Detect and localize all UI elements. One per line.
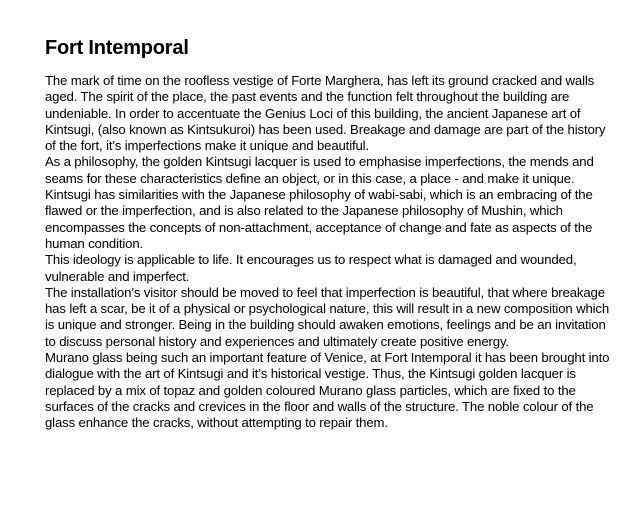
document-title: Fort Intemporal	[45, 37, 189, 59]
document-page	[45, 36, 613, 432]
paragraph-philosophy: As a philosophy, the golden Kintsugi lacquer is used to emphasise imperfections, the mends and seams for these characteristics define an object, or in this case, a place - and make it unique. Kintsugi has similarities with the Japanese philosophy of wabi-sabi, which is an embracing of the flawed or the imperfection, and is also related to the Japanese philosophy of Mushin, which encompasses the concepts of non-attachment, acceptance of change and fate as aspects of the human condition.	[45, 154, 594, 251]
paragraph-ideology: This ideology is applicable to life. It encourages us to respect what is damaged and wounded, vulnerable and imperfect.	[45, 252, 577, 284]
paragraph-murano-glass: Murano glass being such an important feature of Venice, at Fort Intemporal it has been brought into dialogue with the art of Kintsugi and it’s historical vestige. Thus, the Kintsugi golden lacquer is replaced by a mix of topaz and golden coloured Murano glass particles, which are fixed to the surfaces of the cracks and crevices in the floor and walls of the structure. The noble colour of the glass enhance the cracks, without attempting to repair them.	[45, 350, 610, 431]
paragraph-kintsugi-intro: The mark of time on the roofless vestige of Forte Marghera, has left its ground cracked and walls aged. The spirit of the place, the past events and the function felt throughout the building are undeniable. In order to accentuate the Genius Loci of this building, the ancient Japanese art of Kintsugi, (also known as Kintsukuroi) has been used. Breakage and damage are part of the history of the fort, it's imperfections make it unique and beautiful.	[45, 73, 606, 154]
document-body	[45, 73, 613, 432]
paragraph-installation: The installation’s visitor should be moved to feel that imperfection is beautiful, that where breakage has left a scar, be it of a physical or psychological nature, this will result in a new composition which is unique and stronger. Being in the building should awaken emotions, feelings and be an invitation to discuss personal history and experiences and ultimately create positive energy.	[45, 284, 610, 349]
